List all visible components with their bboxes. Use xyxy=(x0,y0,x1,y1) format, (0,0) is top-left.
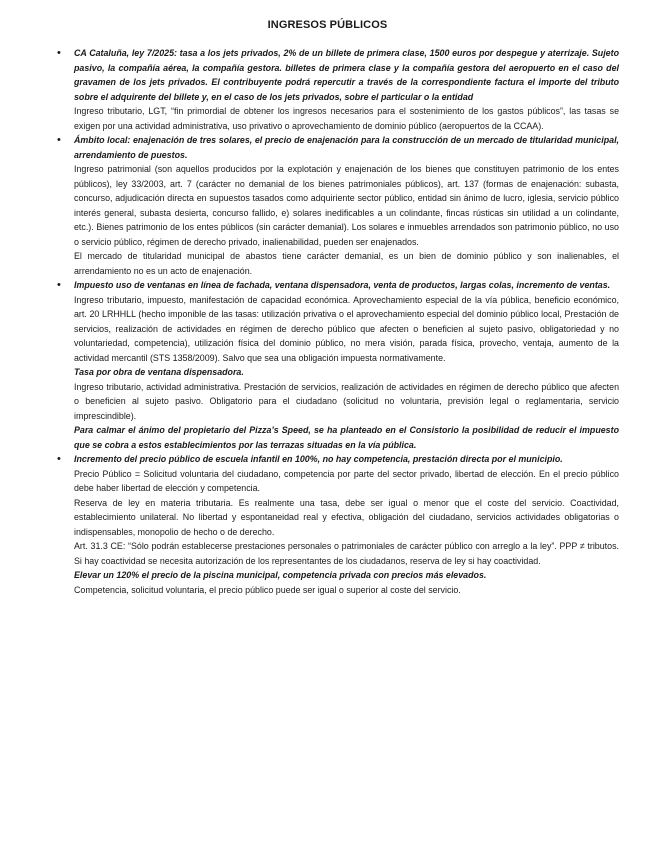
item-paragraph: Art. 31.3 CE: “Sólo podrán establecerse prestaciones personales o patrimoniales de carácter público con arreglo a la ley”. PPP ≠ tributos. Si hay coactividad se necesita autorización de los representantes de los ciudadanos, reserva de ley si hay coactividad. xyxy=(74,541,619,566)
item-paragraph: Competencia, solicitud voluntaria, el precio público puede ser igual o superior al coste del servicio. xyxy=(74,584,461,595)
item-heading: Ámbito local: enajenación de tres solares, el precio de enajenación para la construcción de un mercado de titularidad municipal, arrendamiento de puestos. xyxy=(74,135,619,160)
item-paragraph: Ingreso tributario, LGT, “fin primordial de obtener los ingresos necesarios para el sostenimiento de los gastos públicos”, las tasas se exigen por una actividad administrativa, uso privativo o aprovechamiento de dominio público (aeropuertos de la CCAA). xyxy=(74,106,619,131)
item-paragraph: El mercado de titularidad municipal de abastos tiene carácter demanial, es un bien de dominio público y son inalienables, el arrendamiento no es un acto de enajenación. xyxy=(74,251,619,276)
bullet-icon: • xyxy=(57,453,61,465)
list-item xyxy=(57,46,619,133)
bullet-icon: • xyxy=(57,47,61,59)
bullet-icon: • xyxy=(57,279,61,291)
item-paragraph: Reserva de ley en materia tributaria. Es realmente una tasa, debe ser igual o menor que el coste del servicio. Coactividad, establecimiento unilateral. No libertad y espontaneidad real y efectiva, obligación del ciudadano, servicios actividades obligatorias o indispensables, monopolio de hecho o de derecho. xyxy=(74,497,619,537)
item-paragraph: Precio Público = Solicitud voluntaria del ciudadano, competencia por parte del sector privado, libertad de elección. En el precio público debe haber libertad de elección y competencia. xyxy=(74,468,619,493)
page-title: INGRESOS PÚBLICOS xyxy=(267,19,388,31)
item-closing: Para calmar el ánimo del propietario del Pizza’s Speed, se ha planteado en el Consistorio la posibilidad de reducir el impuesto que se cobra a estos establecimientos por las terrazas situadas en la vía pública. xyxy=(74,425,619,450)
item-subheading: Tasa por obra de ventana dispensadora. xyxy=(74,367,244,377)
list-item xyxy=(57,278,619,452)
item-paragraph: Ingreso tributario, actividad administrativa. Prestación de servicios, realización de actividades en régimen de derecho público que afecten o beneficien al sujeto pasivo. Obligatorio para el ciudadano (solicitud no voluntaria, previsión legal o reglamentaria, servicio imprescindible). xyxy=(74,381,619,421)
list-item xyxy=(57,452,619,597)
item-heading: CA Cataluña, ley 7/2025: tasa a los jets privados, 2% de un billete de primera clase, 1500 euros por despegue y aterrizaje. Sujeto pasivo, la compañía aérea, la compañía gestora. billetes de primera clase y la compañía gestora del aeropuerto en el caso del gravamen de los jets privados. El contribuyente podrá repercutir a través de la correspondiente factura el importe del tributo sobre el adquirente del billete y, en el caso de los jets privados, sobre el particular o la entidad xyxy=(74,48,619,102)
bullet-list xyxy=(57,46,619,597)
item-paragraph: Ingreso tributario, impuesto, manifestación de capacidad económica. Aprovechamiento especial de la vía pública, beneficio económico, art. 20 LRHHLL (hecho imponible de las tasas: utilización privativa o el aprovechamiento especial del dominio público local, Prestación de servicios, realización de actividades en régimen de derecho público que afecten o beneficien al sujeto pasivo, obligatoriedad y no voluntariedad, competencia), utilización física del dominio público, no mera visión, parada física, provecho, ventaja, aumento de la actividad mercantil (STS 1358/2009). Salvo que sea una obligación impuesta normativamente. xyxy=(74,294,619,363)
bullet-icon: • xyxy=(57,134,61,146)
item-paragraph: Ingreso patrimonial (son aquellos producidos por la explotación y enajenación de los bienes que constituyen patrimonio de los entes públicos), ley 33/2003, art. 7 (carácter no demanial de los bienes patrimoniales públicos), art. 137 (formas de enajenación: subasta, concurso, adjudicación directa en supuestos tasados como adquiriente sector público, entidad sin ánimo de lucro, iglesia, servicio público interés general, subasta desierta, concurso fallido, e) solares inedificables a un colindante, fincas rústicas sin utilidad a un colindante, etc.). Bienes patrimonio de los entes públicos (sin carácter demanial). Los solares e inmuebles arrendados son patrimonio público, no uso o servicio público, régimen de derecho privado, inalienabilidad, pueden ser enajenados. xyxy=(74,164,619,247)
list-item xyxy=(57,133,619,278)
item-subheading: Elevar un 120% el precio de la piscina municipal, competencia privada con precios más elevados. xyxy=(74,570,487,580)
item-heading: Incremento del precio público de escuela infantil en 100%, no hay competencia, prestación directa por el municipio. xyxy=(74,454,563,464)
item-heading: Impuesto uso de ventanas en línea de fachada, ventana dispensadora, venta de productos, largas colas, incremento de ventas. xyxy=(74,280,611,290)
